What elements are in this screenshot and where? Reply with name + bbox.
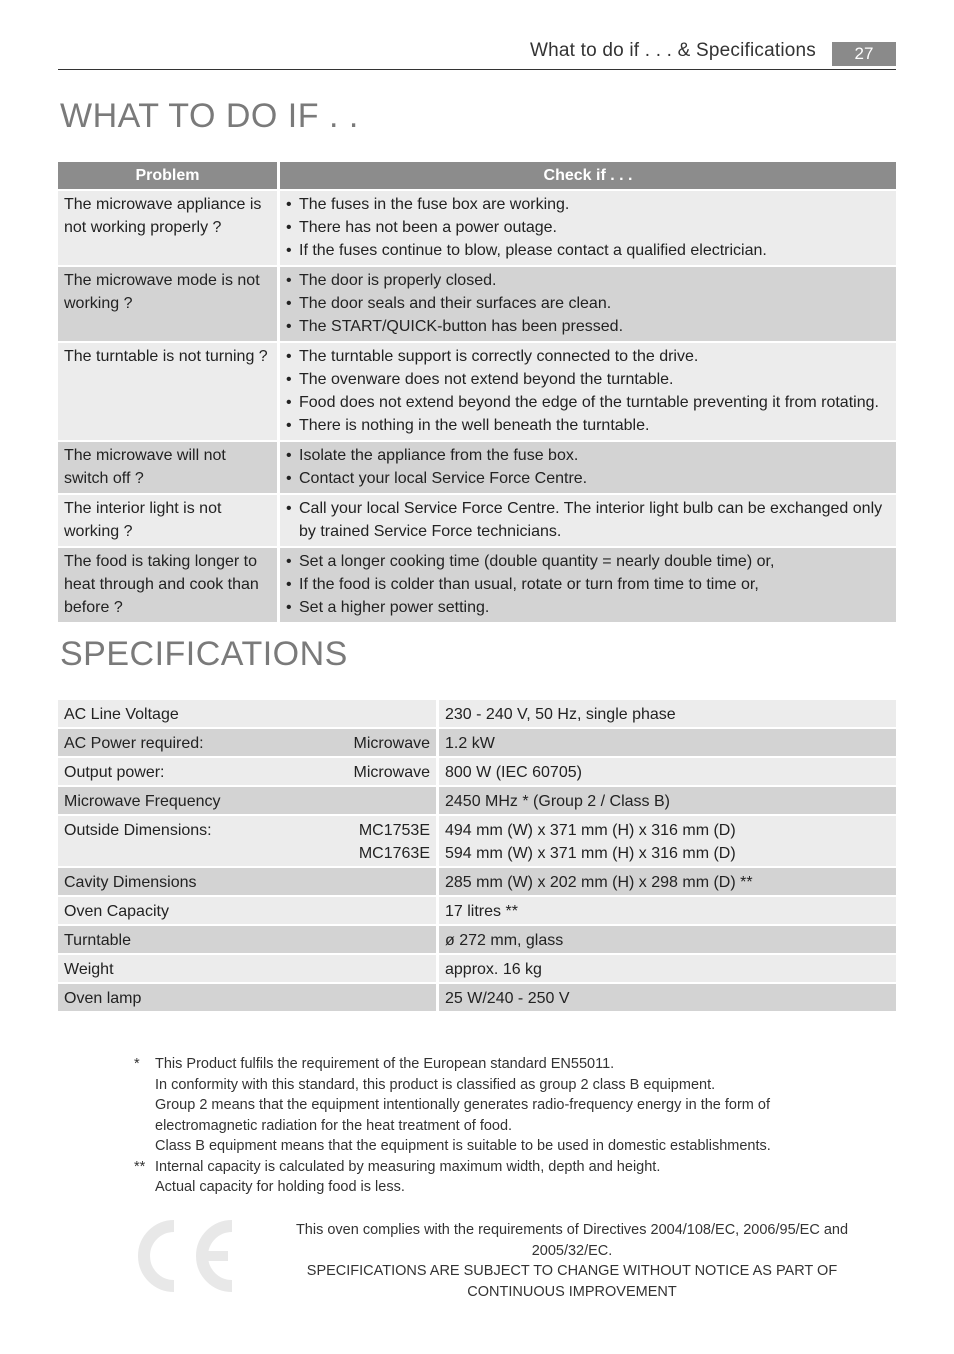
spec-row	[58, 955, 896, 982]
spec-value-cell	[439, 758, 896, 785]
footnotes	[134, 1054, 854, 1198]
specifications-table	[58, 698, 896, 1013]
check-item: • The door is properly closed.	[286, 269, 890, 292]
compliance-line: SPECIFICATIONS ARE SUBJECT TO CHANGE WITHOUT NOTICE AS PART OF CONTINUOUS IMPROVEMENT	[306, 1263, 838, 1300]
spec-value: 494 mm (W) x 371 mm (H) x 316 mm (D)	[445, 822, 736, 839]
spec-value-cell	[439, 868, 896, 895]
spec-label-wrap	[64, 900, 430, 923]
spec-label-wrap	[64, 790, 430, 813]
spec-label-cell	[58, 816, 439, 866]
page-header	[58, 38, 896, 70]
spec-row	[58, 787, 896, 814]
spec-value: 230 - 240 V, 50 Hz, single phase	[445, 706, 676, 723]
spec-label: Output power:	[64, 764, 165, 781]
spec-label: Microwave Frequency	[64, 793, 221, 810]
problem-cell: The microwave appliance is not working properly ?	[58, 191, 280, 265]
spec-label-wrap	[64, 732, 430, 755]
problem-cell: The microwave will not switch off ?	[58, 442, 280, 493]
footnote-body	[155, 1157, 660, 1198]
spec-sublabel: Microwave	[353, 735, 430, 752]
table-row	[58, 548, 896, 622]
check-cell	[280, 191, 896, 265]
spec-sublabel-group	[354, 732, 430, 755]
footnote-line: Class B equipment means that the equipment is suitable to be used in domestic establishments.	[155, 1138, 771, 1154]
spec-label: Weight	[64, 961, 114, 978]
spec-row	[58, 729, 896, 756]
problem-cell: The food is taking longer to heat through and cook than before ?	[58, 548, 280, 622]
spec-row	[58, 926, 896, 953]
table-row	[58, 191, 896, 265]
problem-cell: The turntable is not turning ?	[58, 343, 280, 440]
spec-label-cell	[58, 868, 439, 895]
spec-label-wrap	[64, 958, 430, 981]
check-item: • Call your local Service Force Centre. The interior light bulb can be exchanged only by trained Service Force technicians.	[286, 497, 890, 543]
problem-cell: The interior light is not working ?	[58, 495, 280, 546]
check-item: • The ovenware does not extend beyond the turntable.	[286, 368, 890, 391]
spec-value-cell	[439, 984, 896, 1011]
check-item: • The turntable support is correctly connected to the drive.	[286, 345, 890, 368]
spec-label-wrap	[64, 703, 430, 726]
spec-label: Outside Dimensions:	[64, 822, 212, 839]
spec-value: ø 272 mm, glass	[445, 932, 564, 949]
footnote-line: This Product fulfils the requirement of the European standard EN55011.	[155, 1056, 615, 1072]
header-title: What to do if . . . & Specifications	[530, 40, 816, 61]
compliance-statement	[262, 1220, 882, 1302]
spec-label-cell	[58, 758, 439, 785]
spec-value: 2450 MHz * (Group 2 / Class B)	[445, 793, 670, 810]
spec-value: 17 litres **	[445, 903, 518, 920]
table-row	[58, 343, 896, 440]
spec-label-wrap	[64, 819, 430, 865]
spec-label: Cavity Dimensions	[64, 874, 197, 891]
spec-sublabel: MC1753E	[358, 822, 430, 839]
spec-value-cell	[439, 955, 896, 982]
footnote-body	[155, 1054, 854, 1157]
table-row	[58, 442, 896, 493]
spec-label: AC Power required:	[64, 735, 204, 752]
spec-row	[58, 984, 896, 1011]
check-item: • There has not been a power outage.	[286, 216, 890, 239]
spec-label-cell	[58, 984, 439, 1011]
spec-value: 800 W (IEC 60705)	[445, 764, 582, 781]
spec-label-cell	[58, 729, 439, 756]
spec-label: Turntable	[64, 932, 131, 949]
check-item: • The fuses in the fuse box are working.	[286, 193, 890, 216]
spec-label-wrap	[64, 987, 430, 1010]
spec-label-cell	[58, 897, 439, 924]
check-item: • The door seals and their surfaces are clean.	[286, 292, 890, 315]
troubleshooting-table	[58, 160, 896, 624]
check-item: • Isolate the appliance from the fuse box.	[286, 444, 890, 467]
check-item: • If the fuses continue to blow, please contact a qualified electrician.	[286, 239, 890, 262]
spec-row	[58, 758, 896, 785]
spec-value: 25 W/240 - 250 V	[445, 990, 570, 1007]
check-cell	[280, 495, 896, 546]
spec-label: Oven Capacity	[64, 903, 169, 920]
spec-row	[58, 816, 896, 866]
spec-label-wrap	[64, 929, 430, 952]
footnote-marker: *	[134, 1056, 140, 1072]
spec-value-cell	[439, 926, 896, 953]
footnote-line: Internal capacity is calculated by measuring maximum width, depth and height.	[155, 1158, 661, 1175]
spec-row	[58, 897, 896, 924]
spec-label-cell	[58, 700, 439, 727]
check-cell	[280, 548, 896, 622]
check-cell	[280, 343, 896, 440]
spec-value: approx. 16 kg	[445, 961, 542, 978]
check-cell	[280, 442, 896, 493]
footnote	[134, 1157, 854, 1198]
column-header-check: Check if . . .	[280, 162, 896, 189]
footnote	[134, 1054, 854, 1157]
check-item: • Contact your local Service Force Centre.	[286, 467, 890, 490]
check-item: • Food does not extend beyond the edge of the turntable preventing it from rotating.	[286, 391, 890, 414]
spec-sublabel-group	[354, 761, 430, 784]
spec-label-cell	[58, 926, 439, 953]
check-item: • There is nothing in the well beneath the turntable.	[286, 414, 890, 437]
spec-label: AC Line Voltage	[64, 706, 179, 723]
spec-value: 285 mm (W) x 202 mm (H) x 298 mm (D) **	[445, 874, 753, 891]
spec-value-cell	[439, 729, 896, 756]
spec-row	[58, 700, 896, 727]
check-item: • Set a higher power setting.	[286, 596, 890, 619]
footnote-line: In conformity with this standard, this product is classified as group 2 class B equipment.	[155, 1076, 716, 1093]
spec-sublabel-group	[359, 819, 430, 865]
spec-label-wrap	[64, 761, 430, 784]
spec-row	[58, 868, 896, 895]
spec-sublabel: MC1763E	[358, 845, 430, 862]
specifications-title: SPECIFICATIONS	[60, 635, 348, 673]
spec-label-wrap	[64, 871, 430, 894]
check-item: • If the food is colder than usual, rotate or turn from time to time or,	[286, 573, 890, 596]
table-row	[58, 495, 896, 546]
footnote-line: Actual capacity for holding food is less.	[155, 1179, 405, 1195]
check-cell	[280, 267, 896, 341]
problem-cell: The microwave mode is not working ?	[58, 267, 280, 341]
ce-mark-icon	[136, 1218, 244, 1294]
what-to-do-title: WHAT TO DO IF . .	[60, 97, 359, 135]
spec-sublabel: Microwave	[353, 764, 430, 781]
table-row	[58, 267, 896, 341]
check-item: • The START/QUICK-button has been pressed.	[286, 315, 890, 338]
spec-value: 1.2 kW	[445, 735, 495, 752]
spec-label-cell	[58, 787, 439, 814]
footnote-marker: **	[134, 1158, 146, 1175]
spec-value-cell	[439, 787, 896, 814]
check-item: • Set a longer cooking time (double quantity = nearly double time) or,	[286, 550, 890, 573]
spec-label: Oven lamp	[64, 990, 142, 1007]
spec-value-cell	[439, 816, 896, 866]
spec-label-cell	[58, 955, 439, 982]
spec-value-cell	[439, 700, 896, 727]
column-header-problem: Problem	[58, 162, 280, 189]
page-number: 27	[832, 42, 896, 66]
spec-value: 594 mm (W) x 371 mm (H) x 316 mm (D)	[445, 845, 736, 862]
compliance-line: This oven complies with the requirements of Directives 2004/108/EC, 2006/95/EC and 2005/32/EC.	[295, 1222, 849, 1259]
footnote-line: Group 2 means that the equipment intentionally generates radio-frequency energy in the form of electromagnetic radiation for the heat treatment of food.	[155, 1097, 771, 1134]
spec-value-cell	[439, 897, 896, 924]
